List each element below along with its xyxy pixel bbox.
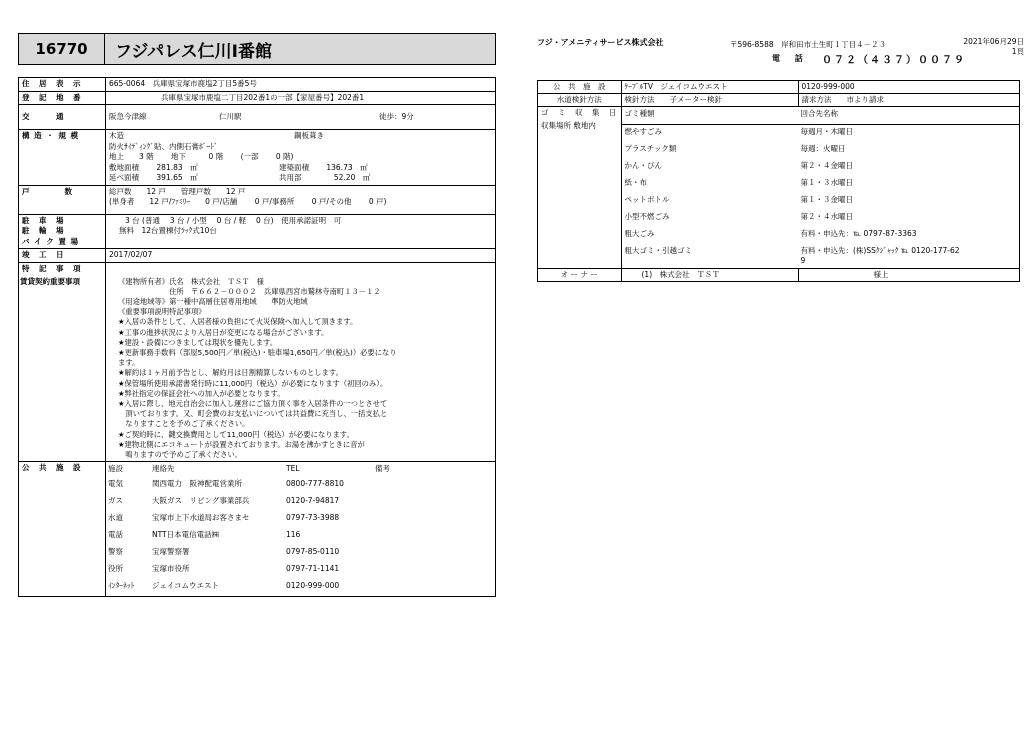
garbage-type: 紙・布 (624, 178, 647, 187)
building-area: 建築面積 136.73 ㎡ (279, 162, 368, 172)
garbage-body (622, 125, 1020, 269)
garbage-schedule-cont: 9 (800, 256, 806, 265)
note-line: 《重要事項説明特記事項》 (118, 307, 206, 317)
note-line: 《用途地域等》第一種中高層住居専用地域 準防火地域 (118, 296, 308, 306)
collection-place: 収集場所 敷地内 (541, 121, 596, 130)
completed-value: 2017/02/07 (106, 249, 496, 263)
utility-tel: 0797-71-1141 (286, 563, 340, 573)
garbage-header-schedule: 回合先名称 (798, 107, 1020, 125)
units-row (19, 185, 496, 214)
property-details-table (18, 77, 496, 597)
rental-label: 賃貸契約重要事項 (20, 277, 80, 286)
walk-time: 徒歩：9分 (379, 111, 414, 121)
utility-contact: ジェイコムウエスト (152, 580, 220, 590)
garbage-label: ゴ ミ 収 集 日 (541, 108, 618, 117)
company-address: 〒596-8588 岸和田市土生町１丁目４－２３ (730, 40, 887, 49)
public-label: 公 共 施 設 (538, 81, 622, 94)
structure-value (106, 130, 496, 186)
utility-facility: ｲﾝﾀｰﾈｯﾄ (108, 580, 135, 590)
address-row (19, 78, 496, 92)
notes-labels (19, 262, 106, 462)
utility-contact: 宝塚市役所 (152, 563, 190, 573)
note-line: ★建物北側にエコキュートが設置されております。お湯を沸かすときに音が (118, 439, 365, 449)
note-line: 頂いております。又、町会費のお支払いについては共益費に充当し、一括支払と (118, 409, 388, 419)
utility-row (106, 494, 392, 511)
property-name: フジパレス仁川Ⅰ番館 (115, 41, 272, 62)
utility-tel: 0120-999-000 (286, 580, 340, 590)
transport-row (19, 105, 496, 130)
public-row (538, 81, 1020, 94)
parking-row (19, 214, 496, 249)
utility-tel: 116 (286, 529, 301, 539)
utility-contact: 大阪ガス リビング事業部兵 (152, 495, 250, 505)
title-bar (18, 33, 496, 65)
owner-note: 様上 (798, 269, 1020, 282)
owner-name: (1) 株式会社 ＴＳＴ (621, 269, 798, 282)
company-name: フジ・アメニティサービス株式会社 (537, 38, 664, 47)
garbage-schedule: 毎週：火曜日 (800, 144, 846, 153)
garbage-header-type: ゴミ種類 (622, 107, 798, 125)
garbage-type: プラスチック類 (624, 144, 677, 153)
note-line: ★解約は１ヶ月前予告とし、解約月は日割精算しないものとします。 (118, 368, 343, 378)
note-line: 鳴りますので予めご了承ください。 (118, 449, 243, 459)
garbage-item (622, 210, 1020, 227)
bicycle-label: 駐 輪 場 (22, 226, 65, 235)
util-header-note: 備考 (375, 464, 390, 474)
garbage-schedule: 第２・４金曜日 (800, 161, 853, 170)
total-floor-area: 延べ面積 391.65 ㎡ (109, 173, 198, 182)
garbage-table (622, 107, 1020, 268)
utility-facility: ガス (108, 495, 123, 505)
utility-tel: 0120-7-94817 (286, 495, 340, 505)
util-header-facility: 施設 (108, 464, 123, 474)
garbage-row (538, 107, 1020, 269)
roof-type: 鋼板葺き (294, 131, 324, 140)
site-area: 敷地面積 281.83 ㎡ (109, 162, 198, 172)
company-tel: ０７２（４３７）００７９ (822, 55, 966, 66)
garbage-schedule: 第１・３水曜日 (800, 178, 853, 187)
utilities-label: 公 共 施 設 (19, 462, 106, 597)
structure-label: 構 造 ・ 規 模 (19, 130, 106, 186)
garbage-type: 小型不燃ごみ (624, 212, 670, 221)
floors: 地上 3 階 地下 0 階 (一部 0 階) (109, 152, 294, 161)
note-line: ★更新事務手数料（部屋5,500円／単(税込)・駐車場1,650円／単(税込)）必要になり (118, 347, 397, 357)
water-billing: 請求方法 市より請求 (798, 94, 1020, 107)
note-line: ★弊社指定の保証会社への加入が必要となります。 (118, 388, 285, 398)
utilities-header (106, 462, 392, 477)
garbage-type: ペットボトル (624, 195, 670, 204)
utility-note (373, 562, 392, 579)
garbage-item (622, 159, 1020, 176)
util-header-tel: TEL (286, 464, 300, 474)
transport-value (106, 105, 496, 130)
structure-type: 木造 (109, 131, 124, 140)
units-line2: (単身者 12 戸/ﾌｧﾐﾘｰ 0 戸/店舗 0 戸/事務所 0 戸/その他 0 戸) (109, 197, 387, 206)
owner-label: オ ー ナ ー (538, 269, 622, 282)
garbage-item (622, 193, 1020, 210)
note-line: ★工事の進捗状況により入居日が変更になる場合がございます。 (118, 327, 329, 337)
notes-list (118, 277, 492, 461)
units-label: 戸 数 (19, 185, 106, 214)
utility-facility: 電話 (108, 529, 123, 539)
garbage-type: 粗大ゴミ・引越ゴミ (624, 246, 692, 255)
parking-labels (19, 214, 106, 249)
garbage-item (622, 227, 1020, 244)
parking-line1: 3 台 (普通 3 台 / 小型 0 台 / 軽 0 台) 使用承諾証明 可 (125, 215, 342, 225)
garbage-header (622, 107, 1020, 125)
note-line: ★保管場所使用承諾書発行時に11,000円（税込）が必要になります（初回のみ）。 (118, 378, 388, 388)
utility-contact: 宝塚市上下水道局お客さまセ (152, 512, 250, 522)
utility-facility: 水道 (108, 512, 123, 522)
completed-row (19, 249, 496, 263)
garbage-item (622, 142, 1020, 159)
utility-note (373, 477, 392, 494)
utility-facility: 電気 (108, 478, 123, 488)
owner-row (538, 269, 1020, 282)
garbage-schedule: 有料・申込先：℡ 0797-87-3363 (800, 229, 917, 238)
structure-row (19, 130, 496, 186)
utility-tel: 0797-73-3988 (286, 512, 340, 522)
utilities-body (106, 477, 392, 596)
garbage-type: 燃やすごみ (624, 127, 662, 136)
utility-contact: 関西電力 阪神配電営業所 (152, 478, 242, 488)
address-label: 住 居 表 示 (19, 78, 106, 92)
notes-label: 特 記 事 項 (22, 263, 82, 273)
garbage-schedule: 第１・３金曜日 (800, 195, 853, 204)
utility-facility: 役所 (108, 563, 123, 573)
utility-row (106, 562, 392, 579)
note-line: ★入居に際し、地元自治会に加入し運営にご協力頂く事を入居条件の一つとさせて (118, 398, 388, 408)
garbage-type: 粗大ごみ (624, 229, 655, 238)
bike-label: バ イ ク 置 場 (22, 236, 79, 246)
print-date: 2021年06月29日 (963, 37, 1024, 46)
garbage-labels (538, 107, 622, 269)
public-tel: 0120-999-000 (798, 81, 1020, 94)
garbage-schedule: 第２・４水曜日 (800, 212, 853, 221)
note-line: ます。 (118, 358, 140, 368)
note-line: なりますことを予めご了承ください。 (118, 419, 250, 429)
train-line: 阪急今津線 (109, 111, 147, 121)
public-service: ｹｰﾌﾞﾙTV ジェイコムウエスト (621, 81, 798, 94)
note-line: ★建設・設備につきましては現状を優先します。 (118, 337, 278, 347)
registered-row (19, 91, 496, 105)
water-row (538, 94, 1020, 107)
finish: 防火ｻｲﾃﾞｨﾝｸﾞ貼、内側石膏ﾎﾞｰﾄﾞ (109, 141, 218, 151)
units-line1: 総戸数 12 戸 管理戸数 12 戸 (109, 186, 246, 196)
completed-label: 竣 工 日 (19, 249, 106, 263)
utilities-value (106, 462, 496, 597)
garbage-item (622, 244, 1020, 268)
date-block (963, 37, 1024, 57)
utility-note (373, 494, 392, 511)
utility-row (106, 528, 392, 545)
transport-label: 交 通 (19, 105, 106, 130)
parking-value (106, 214, 496, 249)
transport-line (109, 112, 492, 123)
utility-row (106, 511, 392, 528)
garbage-type: かん・びん (624, 161, 662, 170)
notes-value (106, 262, 496, 462)
units-value (106, 185, 496, 214)
notes-row (19, 262, 496, 462)
utility-contact: NTT日本電信電話㈱ (152, 529, 220, 539)
garbage-item (622, 125, 1020, 143)
utility-row (106, 579, 392, 596)
utility-facility: 警察 (108, 546, 123, 556)
water-method: 検針方法 子メーター検針 (621, 94, 798, 107)
utility-note (373, 579, 392, 596)
utility-note (373, 528, 392, 545)
water-label: 水道検針方法 (538, 94, 622, 107)
registered-value: 兵庫県宝塚市鹿塩二丁目202番1の一部【家屋番号】202番1 (106, 91, 496, 105)
utility-tel: 0800-777-8810 (286, 478, 344, 488)
tel-label: 電 話 (772, 54, 809, 63)
services-table (537, 80, 1020, 282)
note-line: 住所 〒６６２－０００２ 兵庫県西宮市鷲林寺南町１３－１２ (118, 286, 381, 296)
utility-contact: 宝塚警察署 (152, 546, 190, 556)
note-line: ★入居の条件として、入居者様の負担にて火災保険へ加入して頂きます。 (118, 317, 358, 327)
utilities-row (19, 462, 496, 597)
common-area: 共用部 52.20 ㎡ (279, 173, 371, 182)
garbage-item (622, 176, 1020, 193)
station-name: 仁川駅 (219, 111, 242, 121)
note-line: 《建物所有者》氏名 株式会社 ＴＳＴ 様 (118, 276, 264, 286)
parking-label: 駐 車 場 (22, 215, 65, 225)
utility-note (373, 545, 392, 562)
address-value: 665-0064 兵庫県宝塚市鹿塩2丁目5番5号 (106, 78, 496, 92)
note-line: ★ご契約時に、鍵交換費用として11,000円（税込）が必要になります。 (118, 429, 354, 439)
parking-line2: 無料 12台置棟付ﾗｯｸ式10台 (119, 226, 217, 235)
page-number: 1頁 (1011, 47, 1024, 56)
utilities-table (106, 462, 392, 596)
util-header-contact: 連絡先 (152, 464, 175, 474)
utility-tel: 0797-85-0110 (286, 546, 340, 556)
registered-label: 登 記 地 番 (19, 91, 106, 105)
utility-row (106, 545, 392, 562)
garbage-schedule: 毎週月・木曜日 (800, 127, 853, 136)
utility-row (106, 477, 392, 494)
garbage-value (621, 107, 1020, 269)
garbage-schedule: 有料・申込先：(株)SSｸｼﾞｬｯｸ ℡ 0120-177-62 9 (798, 244, 1020, 268)
property-id: 16770 (19, 34, 105, 64)
utility-note (373, 511, 392, 528)
